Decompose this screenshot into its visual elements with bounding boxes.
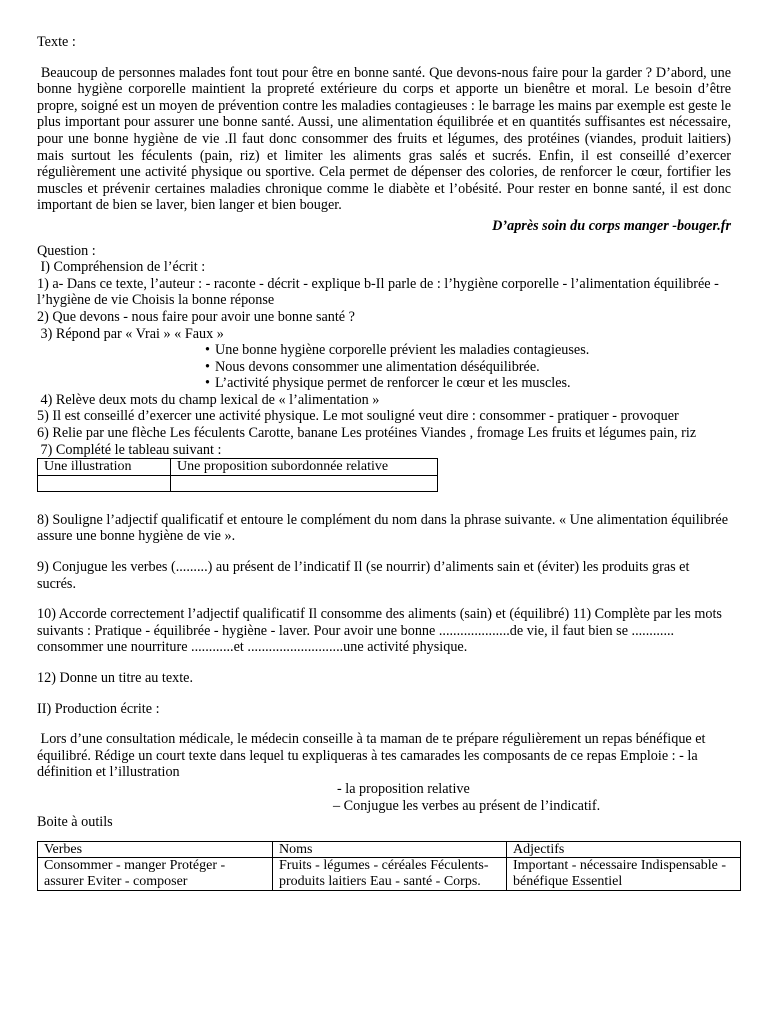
question-7: 7) Complété le tableau suivant :: [37, 441, 222, 458]
question-7-table: [37, 458, 438, 492]
production-paragraph: Lors d’une consultation médicale, le médecin conseille à ta maman de te prépare régulièrement un repas bénéfique et équilibré. Rédige un court texte dans lequel tu expliqueras à tes camarades les composants de ce repas Emploie : - la définition et l’illustration: [37, 731, 710, 781]
question-4: 4) Relève deux mots du champ lexical de « l’alimentation »: [37, 391, 380, 408]
answer-cell-illustration: [38, 475, 171, 491]
texte-source: D’après soin du corps manger -bouger.fr: [492, 217, 731, 234]
toolbox-cell-noms: Fruits - légumes - céréales Féculents- produits laitiers Eau - santé - Corps.: [273, 858, 507, 890]
toolbox-cell-verbes: Consommer - manger Protéger - assurer Eviter - composer: [38, 858, 273, 890]
toolbox-header-adjectifs: Adjectifs: [507, 841, 741, 858]
question-6: 6) Relie par une flèche Les féculents Carotte, banane Les protéines Viandes , fromage Les fruits et légumes pain, riz: [37, 425, 697, 442]
toolbox-label: Boite à outils: [37, 814, 113, 831]
table-header-relative: Une proposition subordonnée relative: [171, 459, 438, 476]
document-page: [37, 34, 735, 891]
statement-item: • L’activité physique permet de renforcer le cœur et les muscles.: [205, 375, 731, 392]
question-1: 1) a- Dans ce texte, l’auteur : - raconte - décrit - explique b-Il parle de : l’hygiène corporelle - l’alimentation équilibrée - l’hygiène de vie Choisis la bonne réponse: [37, 275, 723, 309]
production-heading: II) Production écrite :: [37, 700, 160, 717]
toolbox-header-noms: Noms: [273, 841, 507, 858]
production-item-relative: - la proposition relative: [337, 780, 470, 797]
questions-heading: Question :: [37, 242, 96, 259]
statement-item: • Nous devons consommer une alimentation déséquilibrée.: [205, 359, 731, 376]
question-10-11: 10) Accorde correctement l’adjectif qualificatif Il consomme des aliments (sain) et (équilibré) 11) Complète par les mots suivants : Pratique - équilibrée - hygiène - laver. Pour avoir une bonne ....................de vie, il faut bien se ............ consommer une nourriture ............et ...........................une activité physique.: [37, 606, 726, 656]
question-2: 2) Que devons - nous faire pour avoir une bonne santé ?: [37, 308, 355, 325]
toolbox-cell-adjectifs: Important - nécessaire Indispensable - bénéfique Essentiel: [507, 858, 741, 890]
production-item-conjugate: – Conjugue les verbes au présent de l’indicatif.: [333, 797, 601, 814]
question-3: 3) Répond par « Vrai » « Faux »: [37, 325, 224, 342]
statement-item: • Une bonne hygiène corporelle prévient les maladies contagieuses.: [205, 342, 731, 359]
section-comprehension-heading: I) Compréhension de l’écrit :: [37, 259, 206, 276]
table-header-illustration: Une illustration: [38, 459, 171, 476]
question-12: 12) Donne un titre au texte.: [37, 670, 194, 686]
texte-heading: Texte :: [37, 34, 76, 50]
toolbox-table: [37, 841, 741, 891]
question-9: 9) Conjugue les verbes (.........) au présent de l’indicatif Il (se nourrir) d’aliments sain et (éviter) les produits gras et sucrés.: [37, 559, 693, 592]
toolbox-header-verbes: Verbes: [38, 841, 273, 858]
question-5: 5) Il est conseillé d’exercer une activité physique. Le mot souligné veut dire : consommer - pratiquer - provoquer: [37, 408, 679, 425]
question-3-statements: [205, 342, 731, 392]
question-8: 8) Souligne l’adjectif qualificatif et entoure le complément du nom dans la phrase suivante. « Une alimentation équilibrée assure une bonne hygiène de vie ».: [37, 511, 732, 545]
answer-cell-relative: [171, 475, 438, 491]
texte-paragraph: Beaucoup de personnes malades font tout pour être en bonne santé. Que devons-nous faire pour la garder ? D’abord, une bonne hygiène corporelle maintient la propreté extérieure du corps et apporte un bienêtre et moral. Le besoin d’être propre, soigné est un moyen de prévention contre les maladies contagieuses : le barrage les mains par exemple est geste le plus important pour assurer une bonne santé. Aussi, une alimentation équilibrée et en quantités suffisantes est nécessaire, pour une bonne hygiène de vie .Il faut donc consommer des fruits et légumes, des protéines (viandes, produit laitiers) mais surtout les féculents (pain, riz) et limiter les aliments gras salés et sucrés. Enfin, il est conseillé d’exercer régulièrement une activité physique ou sportive. Cela permet de dépenser des colories, de renforcer le cœur, fortifier les muscles et prévenir certaines maladies chronique comme le diabète et l’obésité. Pour rester en bonne santé, il est donc important de bien se laver, bien langer et bien bouger.: [37, 64, 735, 214]
